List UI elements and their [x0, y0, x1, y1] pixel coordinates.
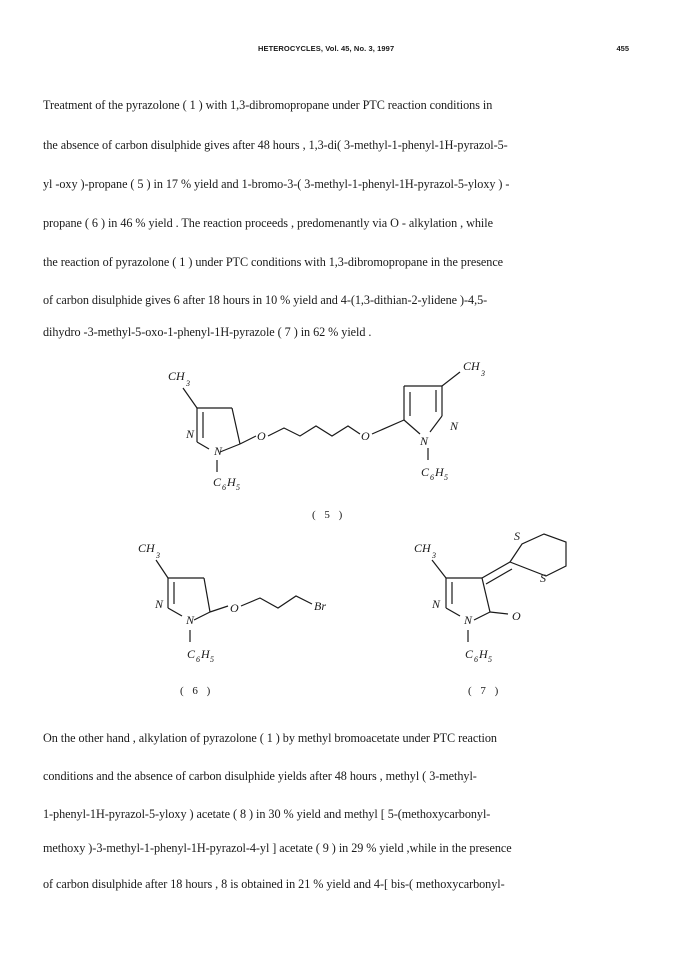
o-label: O [230, 601, 239, 615]
ch3-label: CH [414, 541, 431, 555]
compound-7-structure [414, 529, 566, 664]
ch3-label: CH [138, 541, 155, 555]
running-header [0, 44, 695, 60]
ch3-subscript: 3 [156, 551, 160, 560]
text-line: methoxy )-3-methyl-1-phenyl-1H-pyrazol-4-yl ] acetate ( 9 ) in 29 % yield ,while in the presence [43, 841, 512, 855]
n-label: N [432, 597, 441, 611]
c6h5-sub5: 5 [488, 655, 492, 664]
text-line: yl -oxy )-propane ( 5 ) in 17 % yield and 1-bromo-3-( 3-methyl-1-phenyl-1H-pyrazol-5-yloxy ) - [43, 177, 510, 191]
compound-6-label: ( 6 ) [180, 685, 214, 697]
text-line: the absence of carbon disulphide gives after 48 hours , 1,3-di( 3-methyl-1-phenyl-1H-pyrazol-5- [43, 138, 508, 152]
n-label: N [214, 444, 223, 458]
o-label: O [257, 429, 266, 443]
compound-5-left-ring [168, 369, 266, 492]
text-line: of carbon disulphide gives 6 after 18 hours in 10 % yield and 4-(1,3-dithian-2-ylidene )-4,5- [43, 293, 488, 307]
propyl-chain [268, 426, 360, 436]
ch3-subscript: 3 [186, 379, 190, 388]
n-label: N [186, 613, 195, 627]
text-line: dihydro -3-methyl-5-oxo-1-phenyl-1H-pyrazole ( 7 ) in 62 % yield . [43, 325, 372, 339]
c6h5-sub6: 6 [222, 483, 226, 492]
text-line: of carbon disulphide after 18 hours , 8 is obtained in 21 % yield and 4-[ bis-( methoxycarbonyl- [43, 877, 505, 891]
compound-7-label: ( 7 ) [468, 685, 502, 697]
c6h5-h: H [201, 647, 210, 661]
c6h5-c: C [213, 475, 222, 489]
c6h5-sub6: 6 [430, 473, 434, 482]
o-label: O [512, 609, 521, 623]
text-line: On the other hand , alkylation of pyrazolone ( 1 ) by methyl bromoacetate under PTC reaction [43, 731, 497, 745]
compound-5-right-ring [361, 359, 485, 482]
n-label: N [464, 613, 473, 627]
n-label: N [186, 427, 195, 441]
c6h5-h: H [227, 475, 236, 489]
c6h5-h: H [435, 465, 444, 479]
c6h5-c: C [187, 647, 196, 661]
structures-drawing [0, 350, 695, 710]
ch3-subscript: 3 [432, 551, 436, 560]
s-label: S [540, 571, 546, 585]
c6h5-sub6: 6 [474, 655, 478, 664]
chemical-structures-scheme [0, 350, 695, 710]
c6h5-sub5: 5 [236, 483, 240, 492]
text-line: the reaction of pyrazolone ( 1 ) under PTC conditions with 1,3-dibromopropane in the presence [43, 255, 504, 269]
text-line: 1-phenyl-1H-pyrazol-5-yloxy ) acetate ( 8 ) in 30 % yield and methyl [ 5-(methoxycarbonyl- [43, 807, 491, 821]
text-line: propane ( 6 ) in 46 % yield . The reaction proceeds , predomenantly via O - alkylation , while [43, 216, 493, 230]
ch3-label: CH [168, 369, 185, 383]
c6h5-h: H [479, 647, 488, 661]
o-label: O [361, 429, 370, 443]
n-label: N [450, 419, 459, 433]
c6h5-sub6: 6 [196, 655, 200, 664]
propyl-chain [241, 596, 312, 608]
c6h5-sub5: 5 [444, 473, 448, 482]
journal-citation: HETEROCYCLES, Vol. 45, No. 3, 1997 [258, 44, 395, 53]
n-label: N [420, 434, 429, 448]
n-label: N [155, 597, 164, 611]
c6h5-c: C [421, 465, 430, 479]
ch3-label: CH [463, 359, 480, 373]
br-label: Br [314, 599, 326, 613]
compound-5-label: ( 5 ) [312, 509, 346, 521]
ch3-subscript: 3 [481, 369, 485, 378]
c6h5-sub5: 5 [210, 655, 214, 664]
s-label: S [514, 529, 520, 543]
compound-6-structure [138, 541, 326, 664]
text-line: Treatment of the pyrazolone ( 1 ) with 1,3-dibromopropane under PTC reaction conditions in [43, 98, 493, 112]
page-number: 455 [616, 44, 629, 53]
c6h5-c: C [465, 647, 474, 661]
text-line: conditions and the absence of carbon disulphide yields after 48 hours , methyl ( 3-methyl- [43, 769, 477, 783]
